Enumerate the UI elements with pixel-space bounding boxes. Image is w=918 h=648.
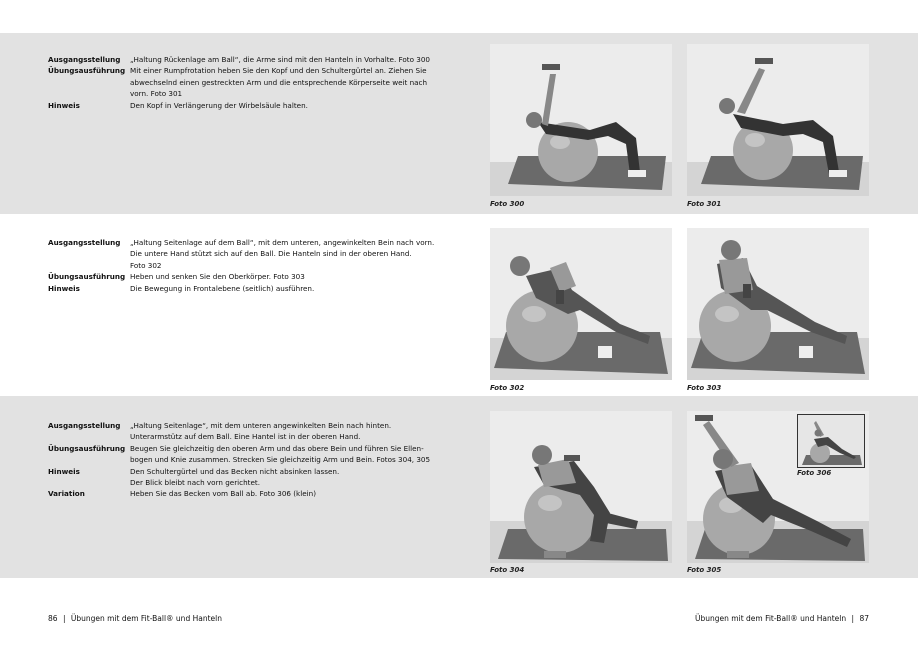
term-label: Übungsausführung: [48, 443, 126, 453]
term-description: [130, 237, 438, 271]
exercise-2-row-hint: [48, 283, 438, 294]
exercise-3-row-execution: [48, 443, 438, 466]
desc-line: „Haltung Rückenlage am Ball“, die Arme sind mit den Hanteln in Vorhalte. Foto 300: [130, 55, 431, 64]
term-description: [130, 283, 438, 294]
term-label: Übungsausführung: [48, 66, 126, 76]
photo-caption: Foto 303: [687, 384, 722, 392]
term-label: Ausgangsstellung: [48, 55, 121, 64]
photo-caption: Foto 300: [490, 200, 525, 208]
desc-line: Der Blick bleibt nach vorn gerichtet.: [130, 478, 261, 488]
exercise-3-row-hint: [48, 466, 438, 489]
photo-caption: Foto 302: [490, 384, 525, 392]
exercise-1-text: [48, 54, 438, 111]
term-description: [130, 100, 438, 111]
exercise-2-row-start: [48, 237, 438, 271]
photo-caption: Foto 306: [797, 469, 832, 477]
running-title: Übungen mit dem Fit-Ball® und Hanteln: [695, 614, 847, 623]
term-label: Ausgangsstellung: [48, 238, 121, 247]
desc-line: Den Schultergürtel und das Becken nicht absinken lassen.: [130, 466, 340, 476]
desc-line: Beugen Sie gleichzeitig den oberen Arm und das obere Bein und führen Sie Ellen-: [130, 443, 424, 453]
desc-line: bogen und Knie zusammen. Strecken Sie gleichzeitig Arm und Bein. Fotos 304, 305: [130, 455, 431, 465]
term-label: Übungsausführung: [48, 272, 126, 282]
desc-line: Unterarmstütz auf dem Ball. Eine Hantel ist in der oberen Hand.: [130, 432, 361, 442]
desc-line: Foto 302: [130, 260, 162, 270]
term-description: [130, 466, 438, 489]
photo-304: [490, 411, 672, 563]
desc-line: Den Kopf in Verlängerung der Wirbelsäule halten.: [130, 100, 308, 110]
term-description: [130, 271, 438, 282]
term-label: Hinweis: [48, 283, 80, 293]
photo-303: [687, 228, 869, 380]
exercise-1-row-hint: [48, 100, 438, 111]
exercise-2-text: [48, 237, 438, 294]
term-label: Ausgangsstellung: [48, 421, 121, 430]
term-label: Variation: [48, 489, 85, 499]
photo-caption: Foto 305: [687, 566, 722, 574]
desc-line: Die Bewegung in Frontalebene (seitlich) ausführen.: [130, 283, 315, 293]
term-description: [130, 488, 438, 499]
desc-line: Mit einer Rumpfrotation heben Sie den Kopf und den Schultergürtel an. Ziehen Sie: [130, 66, 427, 76]
footer-separator: |: [62, 614, 66, 623]
running-title: Übungen mit dem Fit-Ball® und Hanteln: [70, 614, 222, 623]
photo-caption: Foto 304: [490, 566, 525, 574]
desc-line: Die untere Hand stützt sich auf den Ball. Die Hanteln sind in der oberen Hand.: [130, 249, 412, 259]
footer-left: [48, 614, 222, 623]
photo-caption: Foto 301: [687, 200, 722, 208]
term-label: Hinweis: [48, 466, 80, 476]
photo-302: [490, 228, 672, 380]
exercise-2-row-execution: [48, 271, 438, 282]
footer-separator: |: [851, 614, 855, 623]
photo-306-inset: [797, 414, 865, 468]
term-description: [130, 443, 438, 466]
page-number: 86: [48, 614, 58, 623]
exercise-3-text: [48, 420, 438, 500]
term-description: [130, 65, 438, 99]
exercise-3-row-variation: [48, 488, 438, 499]
photo-301: [687, 44, 869, 196]
exercise-1-row-execution: [48, 65, 438, 99]
page-number: 87: [859, 614, 869, 623]
exercise-1-row-start: [48, 54, 438, 65]
desc-line: „Haltung Seitenlage“, mit dem unteren angewinkelten Bein nach hinten.: [130, 421, 392, 430]
term-description: [130, 420, 438, 443]
term-description: [130, 54, 438, 65]
footer-right: [695, 614, 869, 623]
term-label: Hinweis: [48, 100, 80, 110]
photo-300: [490, 44, 672, 196]
desc-line: „Haltung Seitenlage auf dem Ball“, mit dem unteren, angewinkelten Bein nach vorn.: [130, 238, 435, 247]
desc-line: Heben Sie das Becken vom Ball ab. Foto 306 (klein): [130, 489, 316, 499]
desc-line: vorn. Foto 301: [130, 89, 183, 99]
desc-line: Heben und senken Sie den Oberkörper. Foto 303: [130, 272, 305, 282]
exercise-3-row-start: [48, 420, 438, 443]
desc-line: abwechselnd einen gestreckten Arm und die entsprechende Körperseite weit nach: [130, 77, 428, 87]
